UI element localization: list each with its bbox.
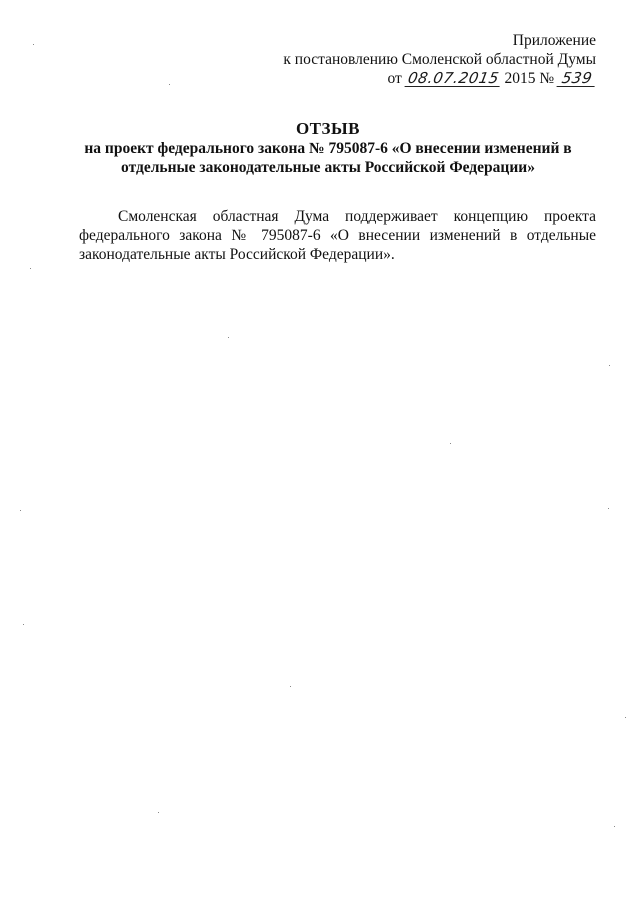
approval-line-annex: Приложение (512, 32, 596, 49)
scan-speck (158, 812, 159, 813)
document-subtitle-line-2: отдельные законодательные акты Российской Федерации» (121, 159, 535, 176)
scan-speck (609, 365, 610, 366)
body-paragraph: Смоленская областная Дума поддерживает концепцию проекта федерального закона № 795087-6 «О внесении изменений в отдельные законодательные акты Российской Федерации». (79, 208, 596, 263)
scan-speck (30, 268, 31, 269)
scan-speck (33, 44, 34, 45)
approval-line-resolution: к постановлению Смоленской областной Думы (283, 51, 596, 68)
scan-speck (228, 337, 229, 338)
scan-speck (450, 443, 451, 444)
scan-speck (169, 84, 170, 85)
document-heading: ОТЗЫВ (295, 119, 361, 138)
from-label: от (387, 70, 402, 87)
handwritten-number: 539 (557, 70, 598, 87)
scan-speck (20, 510, 21, 511)
year-number-label: 2015 № (504, 70, 555, 87)
scan-speck (290, 686, 291, 687)
document-title-block (60, 119, 596, 177)
approval-line-date-number (283, 69, 596, 88)
scan-speck (23, 624, 24, 625)
document-subtitle-line-1: на проект федерального закона № 795087-6 «О внесении изменений в (84, 140, 572, 157)
handwritten-date: 08.07.2015 (406, 69, 501, 87)
approval-block (283, 31, 596, 88)
scan-speck (625, 717, 626, 718)
scan-speck (608, 508, 609, 509)
scan-speck (614, 826, 615, 827)
